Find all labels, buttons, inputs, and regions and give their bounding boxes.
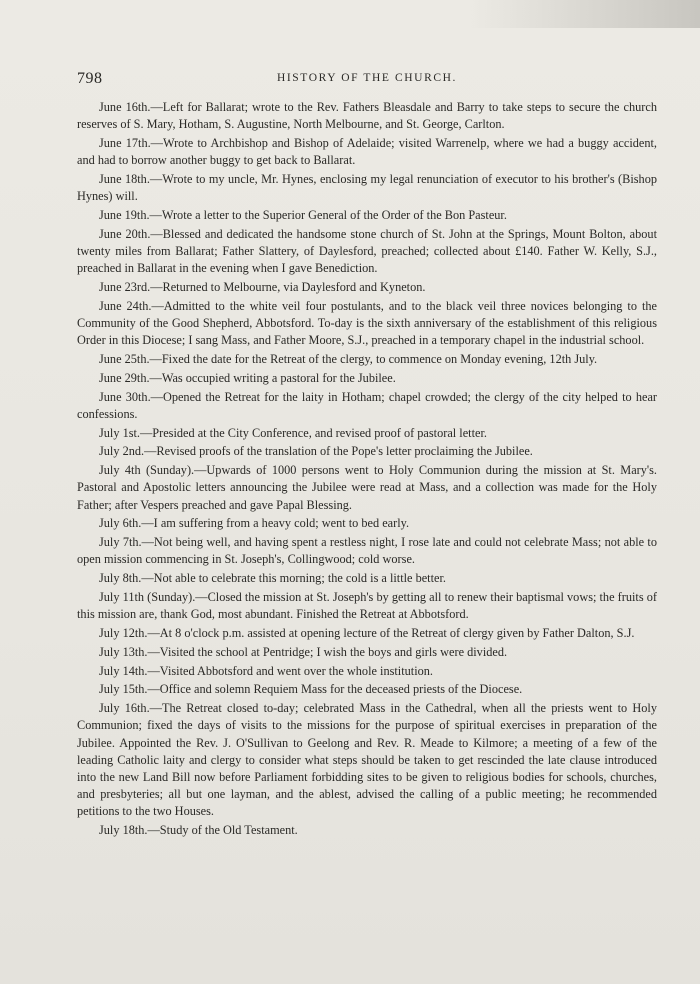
diary-entry: June 25th.—Fixed the date for the Retreat of the clergy, to commence on Monday evening, 12th July. <box>99 352 598 366</box>
diary-entry: June 29th.—Was occupied writing a pastoral for the Jubilee. <box>99 370 396 385</box>
page-header <box>77 70 657 90</box>
diary-entry: July 16th.—The Retreat closed to-day; celebrated Mass in the Cathedral, when all the priests went to Holy Communion; fixed the days of visits to the missions for the purpose of spiritual exercises in preparation of the Jubilee. Appointed the Rev. J. O'Sullivan to Geelong and Rev. R. Meade to Kilmore; a meeting of a few of the leading Catholic laity and clergy to consider what steps should be taken to get rescinded the late clause introduced into the new Land Bill now before Parliament forbidding sites to be given to religious bodies for schools, churches, and presbyteries; all but one layman, and the ablest, advised the calling of a public meeting; he recommended petitions to the two Houses. <box>77 701 657 819</box>
diary-entry: July 12th.—At 8 o'clock p.m. assisted at opening lecture of the Retreat of clergy given by Father Dalton, S.J. <box>99 625 635 640</box>
diary-entry: July 7th.—Not being well, and having spent a restless night, I rose late and could not celebrate Mass; not able to open mission commencing in St. Joseph's, Collingwood; cold worse. <box>77 535 657 567</box>
diary-entry: July 15th.—Office and solemn Requiem Mass for the deceased priests of the Diocese. <box>99 682 523 697</box>
diary-entry: June 19th.—Wrote a letter to the Superior General of the Order of the Bon Pasteur. <box>99 208 507 222</box>
diary-entry: June 18th.—Wrote to my uncle, Mr. Hynes, enclosing my legal renunciation of executor to his brother's (Bishop Hynes) will. <box>77 172 657 204</box>
diary-entry: July 8th.—Not able to celebrate this morning; the cold is a little better. <box>99 571 446 586</box>
diary-entry: June 30th.—Opened the Retreat for the laity in Hotham; chapel crowded; the clergy of the city helped to hear confessions. <box>77 389 657 421</box>
diary-entry: July 13th.—Visited the school at Pentridge; I wish the boys and girls were divided. <box>99 644 508 659</box>
diary-entry: July 11th (Sunday).—Closed the mission at St. Joseph's by getting all to renew their baptismal vows; the fruits of this mission are, thank God, most abundant. Finished the Retreat at Abbotsford. <box>77 589 657 622</box>
diary-entry: June 17th.—Wrote to Archbishop and Bishop of Adelaide; visited Warrenelp, where we had a buggy accident, and had to borrow another buggy to get back to Ballarat. <box>77 136 657 168</box>
diary-entry: June 16th.—Left for Ballarat; wrote to the Rev. Fathers Bleasdale and Barry to take steps to secure the church reserves of S. Mary, Hotham, S. Augustine, North Melbourne, and St. George, Carlton. <box>77 100 657 132</box>
diary-text <box>77 99 657 841</box>
diary-entry: July 2nd.—Revised proofs of the translation of the Pope's letter proclaiming the Jubilee. <box>99 444 533 459</box>
diary-entry: June 23rd.—Returned to Melbourne, via Daylesford and Kyneton. <box>99 280 426 294</box>
diary-entry: June 24th.—Admitted to the white veil four postulants, and to the black veil three novices belonging to the Community of the Good Shepherd, Abbotsford. To-day is the sixth anniversary of the establishment of this religious Order in this Diocese; I sang Mass, and Father Moore, S.J., preached in a temporary chapel in the industrial school. <box>77 298 657 348</box>
diary-entry: July 4th (Sunday).—Upwards of 1000 persons went to Holy Communion during the mission at St. Mary's. Pastoral and Apostolic letters announcing the Jubilee were read at Mass, and a collection was made for the Holy Father; after Vespers preached and gave Papal Blessing. <box>77 463 657 512</box>
page-number: 798 <box>77 70 103 87</box>
diary-entry: June 20th.—Blessed and dedicated the handsome stone church of St. John at the Springs, Mount Bolton, about twenty miles from Ballarat; Father Slattery, of Daylesford, preached; collected about £140. Father W. Kelly, S.J., preached in Ballarat in the evening when I gave Benediction. <box>77 226 657 276</box>
diary-entry: July 18th.—Study of the Old Testament. <box>99 823 298 838</box>
diary-entry: July 14th.—Visited Abbotsford and went over the whole institution. <box>99 663 433 678</box>
diary-entry: July 1st.—Presided at the City Conference, and revised proof of pastoral letter. <box>99 425 487 440</box>
diary-entry: July 6th.—I am suffering from a heavy cold; went to bed early. <box>99 516 410 531</box>
scan-shadow <box>470 0 700 28</box>
running-head: HISTORY OF THE CHURCH. <box>276 72 458 84</box>
